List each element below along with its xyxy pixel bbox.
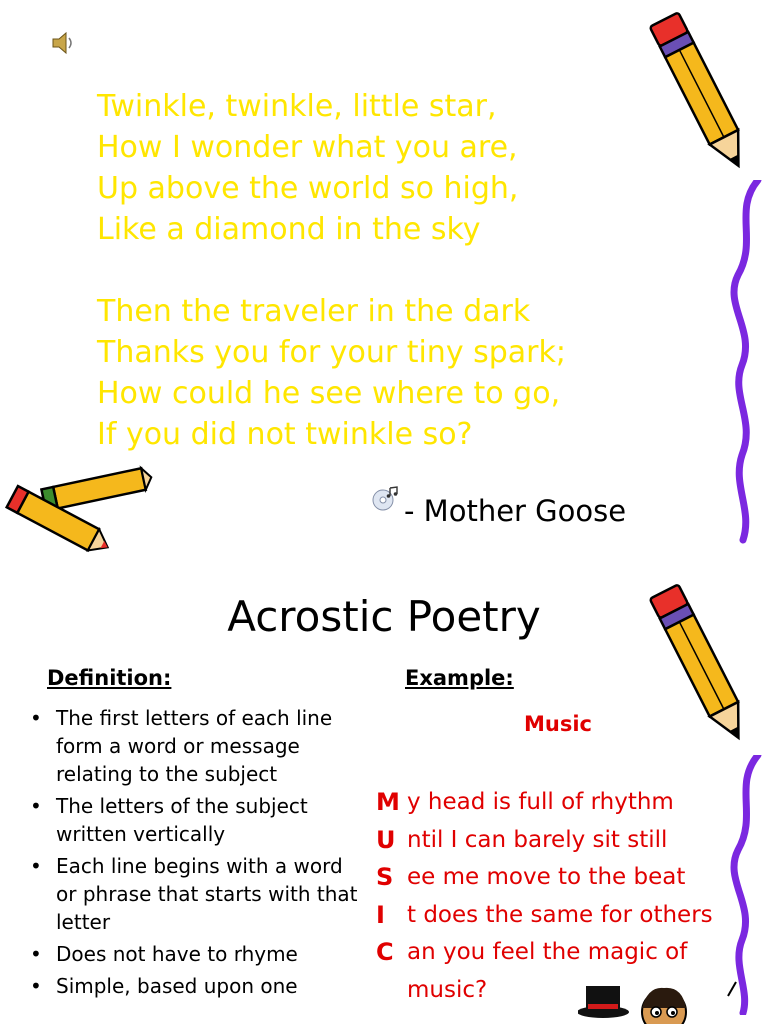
acrostic-letter: M: [376, 788, 400, 816]
poem-text: [97, 86, 566, 496]
bullet: •: [30, 974, 42, 998]
acrostic-line: [376, 822, 756, 860]
acrostic-line: [376, 859, 756, 897]
acrostic-text: t does the same for others: [407, 901, 713, 928]
list-item-text: Does not have to rhyme: [56, 942, 298, 966]
list-item-text: Simple, based upon one: [56, 974, 298, 998]
acrostic-continuation: music?: [407, 976, 488, 1003]
poem-line: How I wonder what you are,: [97, 130, 518, 165]
speaker-icon[interactable]: [50, 30, 76, 56]
acrostic-line: [376, 784, 756, 822]
definition-list: [30, 704, 360, 1004]
pencil-clipart: [648, 576, 758, 756]
acrostic-example: [376, 784, 756, 1009]
list-item: [30, 972, 360, 1000]
list-item: [30, 704, 360, 788]
example-title: Music: [524, 712, 592, 736]
poem-attribution: - Mother Goose: [404, 494, 627, 528]
bullet: •: [30, 794, 42, 818]
poem-stanza: [97, 86, 566, 250]
bullet: •: [30, 706, 42, 730]
acrostic-line: [376, 897, 756, 935]
poem-line: Up above the world so high,: [97, 171, 519, 206]
poem-line: Then the traveler in the dark: [97, 294, 531, 329]
acrostic-slide: [0, 560, 768, 1024]
acrostic-text: ntil I can barely sit still: [407, 826, 668, 853]
acrostic-text: y head is full of rhythm: [407, 789, 674, 815]
acrostic-letter: U: [376, 825, 396, 854]
bullet: •: [30, 854, 42, 878]
acrostic-line: [376, 934, 756, 972]
poem-line: Thanks you for your tiny spark;: [97, 335, 566, 370]
poem-stanza: [97, 291, 566, 455]
list-item-text: The first letters of each line form a word or message relating to the subject: [56, 706, 333, 786]
acrostic-text: an you feel the magic of: [407, 939, 688, 965]
wavy-border-decoration: [728, 180, 768, 560]
definition-heading: Definition:: [47, 666, 172, 690]
bullet: •: [30, 942, 42, 966]
example-heading: Example:: [405, 666, 514, 690]
cd-music-icon[interactable]: [372, 486, 400, 512]
slide-title: Acrostic Poetry: [227, 592, 541, 641]
list-item-text: Each line begins with a word or phrase that starts with that letter: [56, 854, 358, 934]
acrostic-letter: S: [376, 863, 394, 891]
acrostic-text: ee me move to the beat: [407, 864, 686, 890]
poem-line: Like a diamond in the sky: [97, 212, 481, 247]
list-item: [30, 852, 360, 936]
pencil-clipart: [648, 4, 758, 184]
list-item: [30, 792, 360, 848]
list-item-text: The letters of the subject written vertically: [56, 794, 308, 846]
cartoon-kid-clipart: [578, 978, 748, 1024]
wavy-border-decoration: [728, 755, 768, 1015]
acrostic-letter: C: [376, 938, 394, 966]
crossed-pencils-clipart: [0, 462, 160, 560]
poem-line: Twinkle, twinkle, little star,: [97, 89, 497, 124]
acrostic-letter: I: [376, 900, 385, 929]
list-item: [30, 940, 360, 968]
poem-line: If you did not twinkle so?: [97, 417, 473, 452]
poem-line: How could he see where to go,: [97, 376, 561, 411]
